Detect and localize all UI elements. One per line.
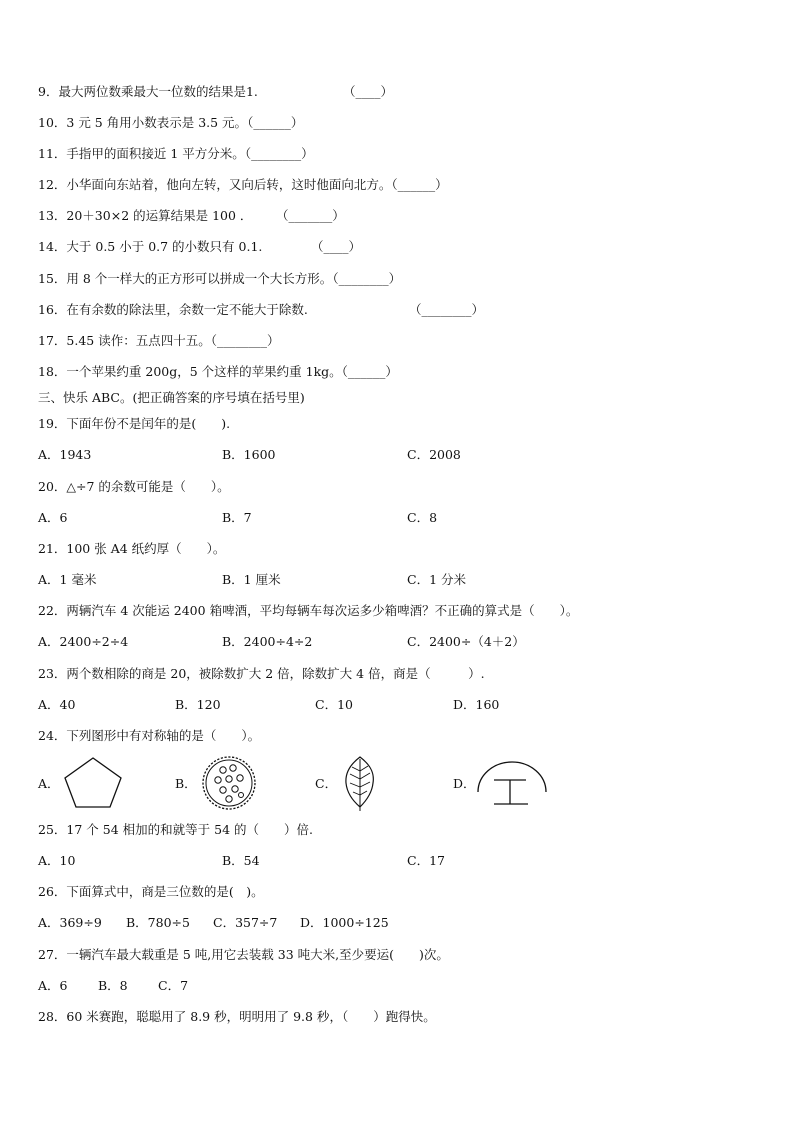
option-a[interactable]: A．40: [38, 697, 76, 712]
option-b[interactable]: B．780÷5: [126, 915, 190, 930]
question-27: 27．一辆汽车最大载重是 5 吨,用它去装载 33 吨大米,至少要运( )次。: [38, 947, 449, 962]
question-text: 在有余数的除法里，余数一定不能大于除数.: [66, 302, 308, 317]
question-14: [38, 239, 262, 255]
question-text: 大于 0.5 小于 0.7 的小数只有 0.1.: [66, 239, 263, 254]
question-23: 23．两个数相除的商是 20，被除数扩大 2 倍，除数扩大 4 倍，商是（ ）.: [38, 666, 485, 681]
question-21: 21．100 张 A4 纸约厚（ ）。: [38, 541, 226, 556]
question-number: 15．: [38, 271, 67, 286]
option-b[interactable]: B．2400÷4÷2: [222, 634, 313, 649]
question-text: 最大两位数乘最大一位数的结果是1.: [58, 84, 258, 99]
option-d[interactable]: D．160: [453, 697, 500, 712]
option-a[interactable]: A．369÷9: [38, 915, 102, 930]
option-b[interactable]: B．1600: [222, 447, 276, 462]
option-a[interactable]: A．1943: [38, 447, 92, 462]
option-c[interactable]: C．8: [407, 510, 438, 525]
option-b[interactable]: B．120: [175, 697, 221, 712]
question-16: [38, 302, 308, 318]
arch-figure[interactable]: [476, 758, 548, 810]
answer-blank[interactable]: （______）: [341, 364, 398, 379]
question-number: 18．: [38, 364, 67, 379]
option-a[interactable]: A．6: [38, 510, 68, 525]
question-text: 一个苹果约重 200g，5 个这样的苹果约重 1kg。: [66, 364, 342, 379]
question-text: 手指甲的面积接近 1 平方分米。: [66, 146, 245, 161]
question-text: 20＋30×2 的运算结果是 100 ．: [66, 208, 253, 223]
question-text: 3 元 5 角用小数表示是 3.5 元。: [66, 115, 248, 130]
question-17: [38, 333, 279, 349]
pentagon-figure[interactable]: [62, 756, 124, 810]
option-a[interactable]: A．: [38, 776, 60, 791]
question-number: 10．: [38, 115, 67, 130]
question-number: 16．: [38, 302, 67, 317]
question-15: [38, 271, 401, 287]
leaf-figure[interactable]: [340, 753, 380, 813]
option-b[interactable]: B．7: [222, 510, 252, 525]
question-9: [38, 84, 258, 100]
option-a[interactable]: A．6: [38, 978, 68, 993]
answer-blank[interactable]: （_______）: [276, 208, 345, 223]
option-c[interactable]: C．10: [315, 697, 353, 712]
option-c[interactable]: C．: [315, 776, 338, 791]
option-d[interactable]: D．: [453, 776, 476, 791]
option-a[interactable]: A．10: [38, 853, 76, 868]
option-c[interactable]: C．1 分米: [407, 572, 466, 587]
option-c[interactable]: C．2400÷（4＋2）: [407, 634, 525, 649]
answer-blank[interactable]: （________）: [409, 302, 485, 317]
question-19: 19．下面年份不是闰年的是( ).: [38, 416, 231, 431]
question-13: [38, 208, 252, 224]
question-10: [38, 115, 303, 131]
question-12: [38, 177, 448, 193]
question-text: 5.45 读作：五点四十五。: [66, 333, 211, 348]
question-28: 28．60 米赛跑，聪聪用了 8.9 秒，明明用了 9.8 秒，（ ）跑得快。: [38, 1009, 436, 1024]
question-11: [38, 146, 314, 162]
section-heading: 三、快乐 ABC。(把正确答案的序号填在括号里): [38, 390, 305, 405]
question-number: 9．: [38, 84, 59, 99]
question-20: 20．△÷7 的余数可能是（ ）。: [38, 479, 230, 494]
option-c[interactable]: C．7: [158, 978, 189, 993]
cookie-figure[interactable]: [201, 755, 257, 811]
answer-blank[interactable]: （______）: [391, 177, 448, 192]
answer-blank[interactable]: （________）: [244, 146, 314, 161]
question-text: 小华面向东站着，他向左转，又向后转，这时他面向北方。: [66, 177, 392, 192]
question-24: 24．下列图形中有对称轴的是（ ）。: [38, 728, 261, 743]
answer-blank[interactable]: （____）: [343, 84, 394, 99]
question-18: [38, 364, 398, 380]
question-number: 17．: [38, 333, 67, 348]
question-number: 14．: [38, 239, 67, 254]
option-b[interactable]: B．: [175, 776, 197, 791]
question-text: 用 8 个一样大的正方形可以拼成一个大长方形。: [66, 271, 333, 286]
answer-blank[interactable]: （________）: [210, 333, 280, 348]
question-number: 13．: [38, 208, 67, 223]
question-26: 26．下面算式中，商是三位数的是( )。: [38, 884, 264, 899]
question-25: 25．17 个 54 相加的和就等于 54 的（ ）倍.: [38, 822, 313, 837]
question-22: 22．两辆汽车 4 次能运 2400 箱啤酒，平均每辆车每次运多少箱啤酒？不正确的算式是（ ）。: [38, 603, 579, 618]
option-a[interactable]: A．2400÷2÷4: [38, 634, 129, 649]
option-d[interactable]: D．1000÷125: [300, 915, 389, 930]
question-number: 11．: [38, 146, 67, 161]
option-c[interactable]: C．17: [407, 853, 445, 868]
option-b[interactable]: B．1 厘米: [222, 572, 281, 587]
option-c[interactable]: C．2008: [407, 447, 461, 462]
option-b[interactable]: B．54: [222, 853, 260, 868]
option-a[interactable]: A．1 毫米: [38, 572, 97, 587]
option-c[interactable]: C．357÷7: [213, 915, 278, 930]
answer-blank[interactable]: （________）: [332, 271, 402, 286]
option-b[interactable]: B．8: [98, 978, 128, 993]
question-number: 12．: [38, 177, 67, 192]
answer-blank[interactable]: （____）: [311, 239, 362, 254]
answer-blank[interactable]: （______）: [247, 115, 304, 130]
